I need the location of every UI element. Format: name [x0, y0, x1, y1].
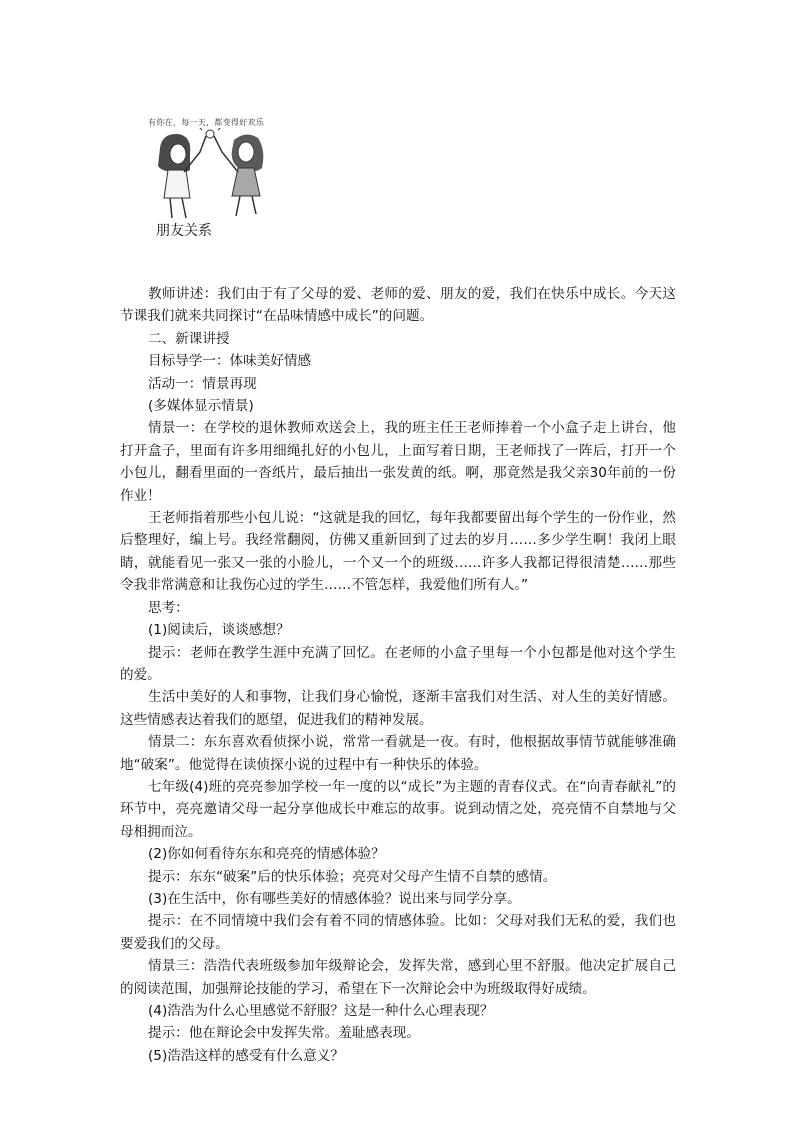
- question-5: (5)浩浩这样的感受有什么意义？: [148, 1047, 344, 1064]
- summary-paragraph: 生活中美好的人和事物，让我们身心愉悦，逐渐丰富我们对生活、对人生的美好情感。这些情感表达着我们的愿望，促进我们的精神发展。: [120, 689, 676, 728]
- hint-1: 提示：老师在教学生涯中充满了回忆。在老师的小盒子里每一个小包都是他对这个学生的爱。: [120, 644, 676, 683]
- question-2: (2)你如何看待东东和亮亮的情感体验？: [148, 846, 385, 863]
- think-heading: 思考：: [148, 599, 189, 616]
- multimedia-note: (多媒体显示情景): [148, 398, 254, 415]
- question-3: (3)在生活中，你有哪些美好的情感体验？说出来与同学分享。: [148, 890, 521, 907]
- scenario-two-continued: 七年级(4)班的亮亮参加学校一年一度的以“成长”为主题的青春仪式。在“向青春献礼”的环节中，亮亮邀请父母一起分享他成长中难忘的故事。说到动情之处，亮亮情不自禁地与父母相拥而泣。: [120, 778, 676, 840]
- activity-heading: 活动一：情景再现: [148, 375, 257, 392]
- question-4: (4)浩浩为什么心里感觉不舒服？这是一种什么心理表现？: [148, 1003, 494, 1019]
- scenario-two: 情景二：东东喜欢看侦探小说，常常一看就是一夜。有时，他根据故事情节就能够准确地“破案”。他觉得在读侦探小说的过程中有一种快乐的体验。: [120, 734, 676, 773]
- illustration-caption: 有你在，每一天，都变得好欢乐: [148, 118, 265, 127]
- two-girls-high-five-drawing: [150, 128, 270, 223]
- friendship-illustration: [148, 118, 273, 223]
- section-heading: 二、新课讲授: [148, 330, 230, 347]
- question-1: (1)阅读后，谈谈感想？: [148, 622, 290, 639]
- paragraph-intro: 教师讲述：我们由于有了父母的爱、老师的爱、朋友的爱，我们在快乐中成长。今天这节课我们就来共同探讨“在品味情感中成长”的问题。: [120, 286, 676, 325]
- hint-3: 提示：在不同情境中我们会有着不同的情感体验。比如：父母对我们无私的爱，我们也要爱我们的父母。: [120, 913, 676, 952]
- hint-4: 提示：他在辩论会中发挥失常。羞耻感表现。: [148, 1025, 420, 1042]
- lesson-body: [120, 283, 676, 1067]
- scenario-one: 情景一：在学校的退休教师欢送会上，我的班主任王老师捧着一个小盒子走上讲台，他打开盒子，里面有许多用细绳扎好的小包儿，上面写着日期，王老师找了一阵后，打开一个小包儿，翻看里面的一沓纸片，最后抽出一张发黄的纸。啊，那竟然是我父亲30年前的一份作业！: [120, 420, 676, 504]
- teacher-quote: 王老师指着那些小包儿说：“这就是我的回忆，每年我都要留出每个学生的一份作业，然后整理好，编上号。我经常翻阅，仿佛又重新回到了过去的岁月……多少学生啊！我闭上眼睛，就能看见一张又一张的小脸儿，一个又一个的班级……许多人我都记得很清楚……那些令我非常满意和让我伤心过的学生……不管怎样，我爱他们所有人。”: [120, 510, 676, 594]
- figure-label: 朋友关系: [156, 223, 212, 239]
- objective-heading: 目标导学一：体味美好情感: [148, 353, 312, 370]
- hint-2: 提示：东东“破案”后的快乐体验；亮亮对父母产生情不自禁的感情。: [148, 868, 557, 885]
- scenario-three: 情景三：浩浩代表班级参加年级辩论会，发挥失常，感到心里不舒服。他决定扩展自己的阅读范围，加强辩论技能的学习，希望在下一次辩论会中为班级取得好成绩。: [120, 958, 676, 997]
